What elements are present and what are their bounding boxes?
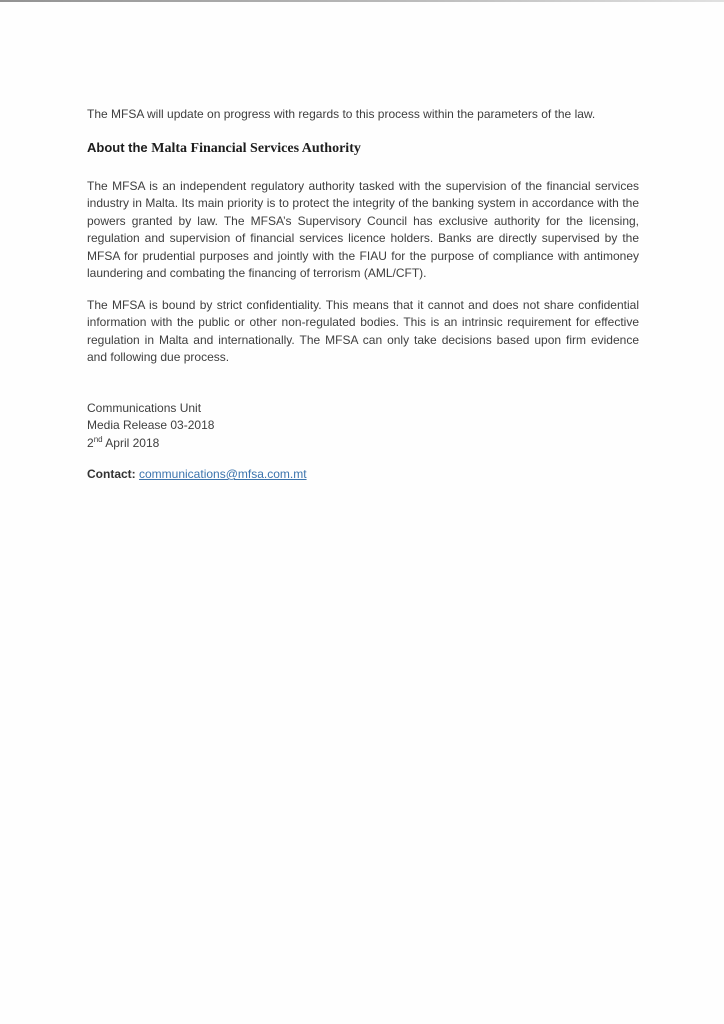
- date-line: [87, 435, 639, 453]
- about-heading: [87, 139, 639, 158]
- intro-line: The MFSA will update on progress with regards to this process within the parameters of the law.: [87, 107, 596, 121]
- photo-top-edge: [0, 0, 724, 2]
- contact-label: Contact:: [87, 467, 139, 481]
- about-heading-title: Malta Financial Services Authority: [151, 140, 361, 156]
- document-content: [87, 106, 639, 484]
- signature-block: [87, 400, 639, 453]
- media-release-line: Media Release 03-2018: [87, 418, 215, 432]
- date-day: 2: [87, 435, 94, 450]
- date-ordinal: nd: [93, 434, 103, 444]
- email-link[interactable]: communications@mfsa.com.mt: [139, 467, 307, 481]
- contact-line: [87, 466, 639, 484]
- communications-unit-line: Communications Unit: [87, 400, 202, 415]
- confidentiality-paragraph: The MFSA is bound by strict confidentiality. This means that it cannot and does not share confidential information with the public or other non-regulated bodies. This is an intrinsic requirement for effective regulation in Malta and internationally. The MFSA can only take decisions based upon firm evidence and following due process.: [87, 297, 639, 364]
- about-heading-prefix: About the: [87, 139, 152, 155]
- about-paragraph: The MFSA is an independent regulatory authority tasked with the supervision of the financial services industry in Malta. Its main priority is to protect the integrity of the banking system in accordance with the powers granted by law. The MFSA’s Supervisory Council has exclusive authority for the licensing, regulation and supervision of financial services licence holders. Banks are directly supervised by the MFSA for prudential purposes and jointly with the FIAU for the purpose of compliance with antimoney laundering and combating the financing of terrorism (AML/CFT).: [87, 178, 639, 280]
- date-rest: April 2018: [102, 435, 160, 450]
